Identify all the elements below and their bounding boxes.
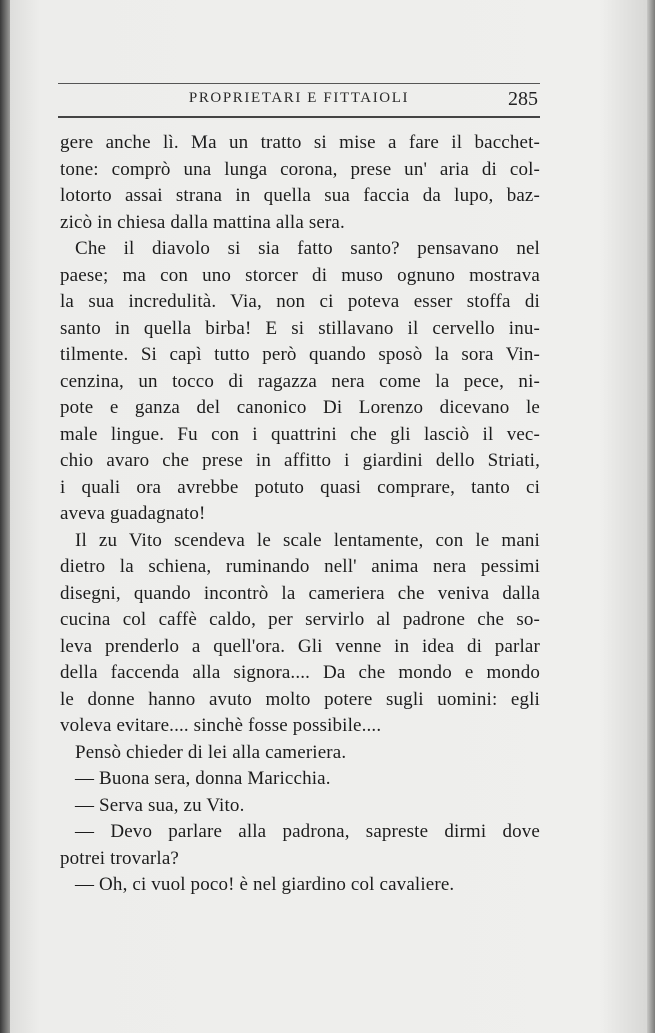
body-text (60, 130, 540, 899)
text-line: aveva guadagnato! (60, 503, 206, 524)
text-line: cenzina, un tocco di ragazza nera come la pece, ni- (60, 370, 540, 392)
text-line: gere anche lì. Ma un tratto si mise a fare il bacchet- (60, 132, 540, 153)
text-line: chio avaro che prese in affitto i giardini dello Striati, (60, 450, 540, 471)
running-header (58, 80, 540, 120)
text-line: santo in quella birba! E si stillavano il cervello inu- (60, 317, 540, 339)
text-line: Il zu Vito scendeva le scale lentamente, con le mani (75, 529, 540, 551)
text-line: — Serva sua, zu Vito. (75, 794, 245, 816)
text-line: dietro la schiena, ruminando nell' anima nera pessimi (60, 556, 540, 577)
text-line: pote e ganza del canonico Di Lorenzo dicevano le (60, 397, 540, 418)
text-line: disegni, quando incontrò la cameriera che veniva dalla (60, 582, 540, 604)
header-rule-bottom (58, 116, 540, 118)
text-line: — Buona sera, donna Maricchia. (75, 768, 331, 789)
text-line: della faccenda alla signora.... Da che mondo e mondo (60, 662, 540, 683)
text-line: tilmente. Si capì tutto però quando sposò la sora Vin- (60, 344, 540, 365)
book-spine-shadow (0, 0, 10, 1033)
text-line: la sua incredulità. Via, non ci poteva esser stoffa di (60, 291, 540, 312)
text-line: Pensò chieder di lei alla cameriera. (75, 741, 347, 763)
text-line: zicò in chiesa dalla mattina alla sera. (60, 211, 345, 233)
text-line: leva prenderlo a quell'ora. Gli venne in idea di parlar (60, 635, 540, 657)
text-line: cucina col caffè caldo, per servirlo al padrone che so- (60, 609, 540, 630)
text-line: male lingue. Fu con i quattrini che gli lasciò il vec- (60, 423, 540, 445)
text-line: potrei trovarla? (60, 847, 179, 869)
text-line: — Devo parlare alla padrona, sapreste dirmi dove (75, 821, 540, 842)
text-line: paese; ma con uno storcer di muso ognuno mostrava (60, 264, 540, 286)
text-line: — Oh, ci vuol poco! è nel giardino col cavaliere. (75, 874, 455, 895)
header-rule-top (58, 83, 540, 84)
text-line: le donne hanno avuto molto potere sugli uomini: egli (60, 688, 540, 710)
text-line: i quali ora avrebbe potuto quasi comprare, tanto ci (60, 476, 540, 498)
page-number: 285 (508, 88, 538, 110)
running-title: PROPRIETARI E FITTAIOLI (188, 90, 410, 106)
page-edge-shadow (647, 0, 655, 1033)
text-line: Che il diavolo si sia fatto santo? pensavano nel (75, 238, 540, 259)
text-line: voleva evitare.... sinchè fosse possibile.... (60, 715, 382, 736)
text-line: lotorto assai strana in quella sua faccia da lupo, baz- (60, 185, 540, 206)
text-line: tone: comprò una lunga corona, prese un' aria di col- (60, 158, 540, 180)
